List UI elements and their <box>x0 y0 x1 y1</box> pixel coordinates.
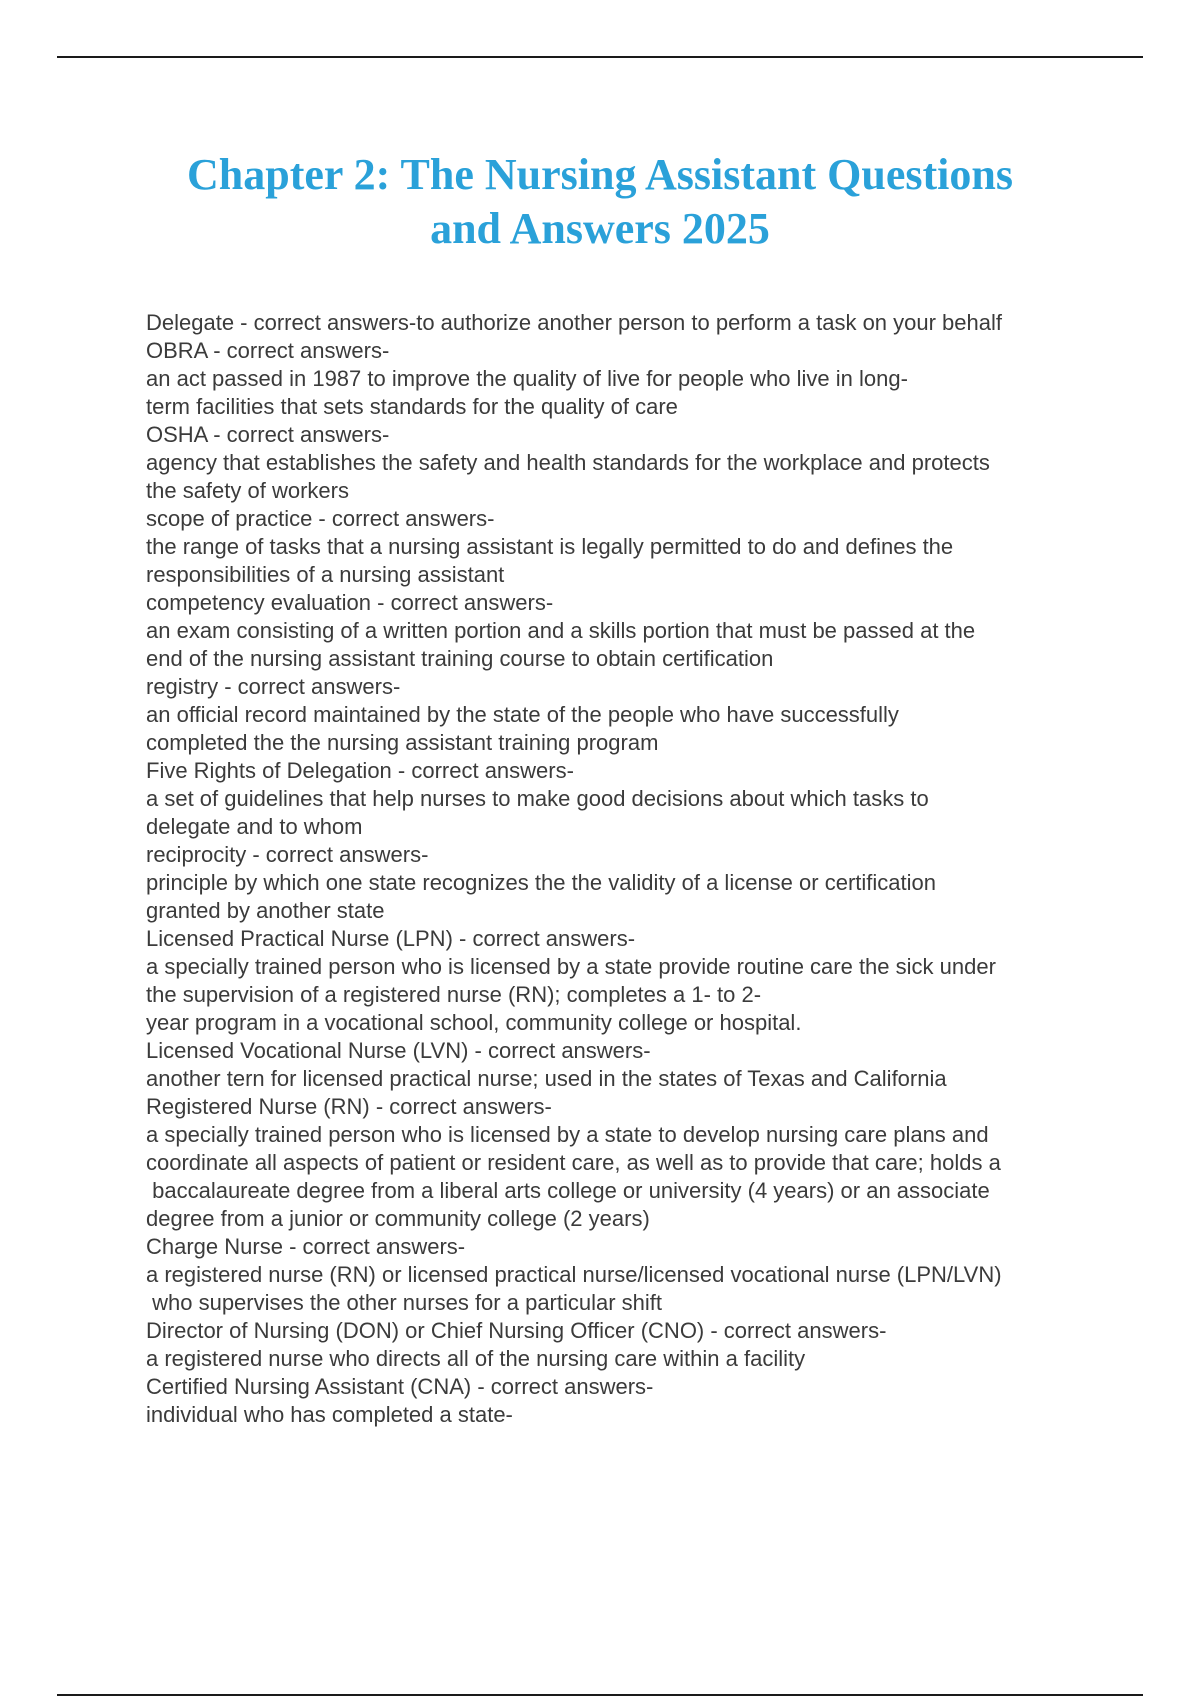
body-line: reciprocity - correct answers- <box>146 842 429 867</box>
body-line: responsibilities of a nursing assistant <box>146 562 505 587</box>
body-line: Five Rights of Delegation - correct answers- <box>146 758 574 783</box>
body-line: a registered nurse who directs all of the nursing care within a facility <box>146 1346 806 1371</box>
document-title <box>100 148 1100 256</box>
body-line: end of the nursing assistant training course to obtain certification <box>146 646 774 671</box>
body-line: individual who has completed a state- <box>146 1402 513 1427</box>
body-line: delegate and to whom <box>146 814 363 839</box>
body-line: competency evaluation - correct answers- <box>146 590 554 615</box>
body-line: Licensed Vocational Nurse (LVN) - correct answers- <box>146 1038 651 1063</box>
document-body <box>146 309 1146 1429</box>
body-line: baccalaureate degree from a liberal arts college or university (4 years) or an associate <box>146 1178 990 1203</box>
body-line: who supervises the other nurses for a particular shift <box>146 1290 663 1315</box>
body-line: OSHA - correct answers- <box>146 422 390 447</box>
body-line: an official record maintained by the state of the people who have successfully <box>146 702 899 727</box>
body-line: Director of Nursing (DON) or Chief Nursing Officer (CNO) - correct answers- <box>146 1318 887 1343</box>
body-line: Certified Nursing Assistant (CNA) - correct answers- <box>146 1374 654 1399</box>
body-line: term facilities that sets standards for the quality of care <box>146 394 678 419</box>
top-divider <box>57 56 1143 58</box>
body-line: Delegate - correct answers-to authorize another person to perform a task on your behalf <box>146 310 1003 335</box>
body-line: agency that establishes the safety and health standards for the workplace and protects <box>146 450 990 475</box>
body-line: year program in a vocational school, community college or hospital. <box>146 1010 802 1035</box>
body-line: completed the the nursing assistant training program <box>146 730 659 755</box>
body-line: Charge Nurse - correct answers- <box>146 1234 466 1259</box>
body-line: scope of practice - correct answers- <box>146 506 495 531</box>
body-line: granted by another state <box>146 898 385 923</box>
body-line: Licensed Practical Nurse (LPN) - correct answers- <box>146 926 636 951</box>
body-line: the safety of workers <box>146 478 349 503</box>
body-line: a specially trained person who is licensed by a state provide routine care the sick under <box>146 954 996 979</box>
body-line: the supervision of a registered nurse (RN); completes a 1- to 2- <box>146 982 762 1007</box>
body-line: another tern for licensed practical nurse; used in the states of Texas and California <box>146 1066 947 1091</box>
body-line: coordinate all aspects of patient or resident care, as well as to provide that care; holds a <box>146 1150 1001 1175</box>
body-line: principle by which one state recognizes the the validity of a license or certification <box>146 870 936 895</box>
bottom-divider <box>57 1694 1143 1696</box>
body-line: a set of guidelines that help nurses to make good decisions about which tasks to <box>146 786 929 811</box>
title-line: and Answers 2025 <box>430 204 770 253</box>
body-line: degree from a junior or community college (2 years) <box>146 1206 650 1231</box>
body-line: a specially trained person who is licensed by a state to develop nursing care plans and <box>146 1122 989 1147</box>
body-line: OBRA - correct answers- <box>146 338 390 363</box>
body-line: an exam consisting of a written portion and a skills portion that must be passed at the <box>146 618 976 643</box>
title-line: Chapter 2: The Nursing Assistant Questions <box>187 150 1013 199</box>
body-line: a registered nurse (RN) or licensed practical nurse/licensed vocational nurse (LPN/LVN) <box>146 1262 1002 1287</box>
body-line: an act passed in 1987 to improve the quality of live for people who live in long- <box>146 366 908 391</box>
body-line: the range of tasks that a nursing assistant is legally permitted to do and defines the <box>146 534 954 559</box>
body-line: Registered Nurse (RN) - correct answers- <box>146 1094 552 1119</box>
body-line: registry - correct answers- <box>146 674 401 699</box>
